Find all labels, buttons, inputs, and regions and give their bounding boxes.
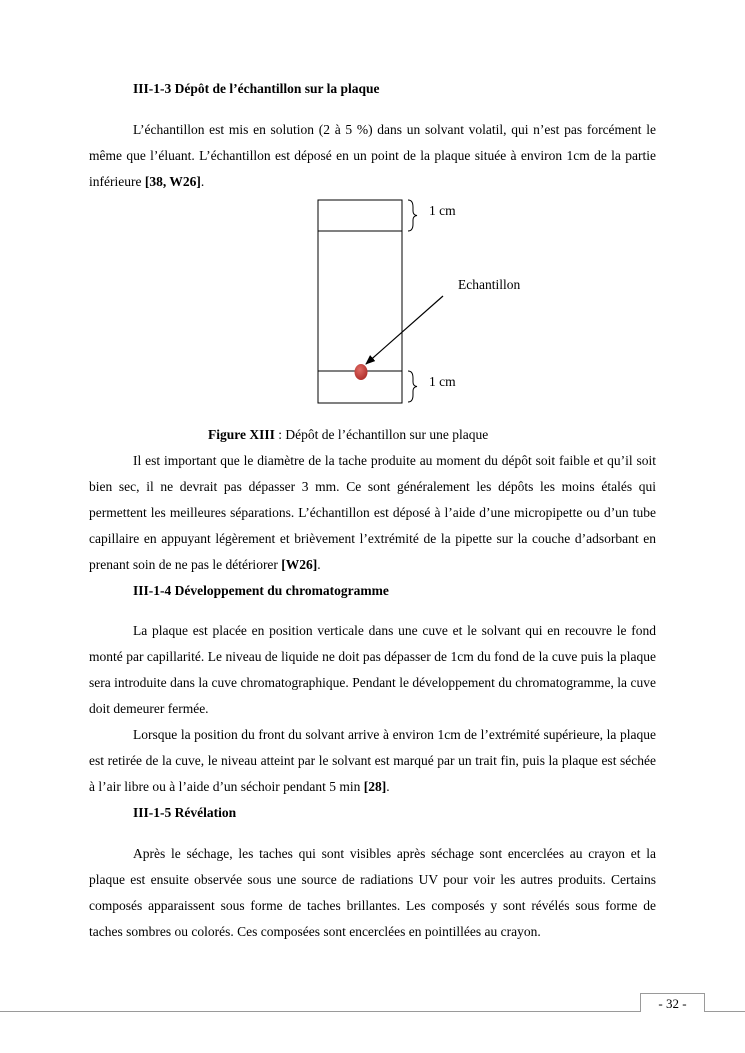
paragraph-text: L’échantillon est mis en solution (2 à 5 %) dans un solvant volatil, qui n’est pas forcément le même que l’éluant. L’échantillon est déposé en un point de la plaque située à environ 1cm de la partie inférieure	[89, 122, 656, 189]
paragraph-developpement-1: La plaque est placée en position verticale dans une cuve et le solvant qui en recouvre le fond monté par capillarité. Le niveau de liquide ne doit pas dépasser de 1cm du fond de la cuve puis la plaque sera introduite dans la cuve chromatographique. Pendant le développement du chromatogramme, la cuve doit demeurer fermée.	[89, 623, 656, 716]
caption-label: Figure XIII	[208, 427, 275, 442]
paragraph-end: .	[200, 174, 205, 189]
paragraph-text: Il est important que le diamètre de la tache produite au moment du dépôt soit faible et qu’il soit bien sec, il ne devrait pas dépasser 3 mm. Ce sont généralement les dépôts les moins étalés qui permettent les meilleures séparations. L’échantillon est déposé à l’aide d’une micropipette ou d’un tube capillaire en appuyant légèrement et brièvement l’extrémité de la pipette sur la couche d’adsorbant en prenant soin de ne pas le détériorer	[89, 453, 656, 572]
paragraph-end: .	[317, 557, 321, 572]
label-bottom-1cm: 1 cm	[429, 374, 456, 389]
paragraph-developpement-2	[89, 722, 656, 800]
paragraph-revelation: Après le séchage, les taches qui sont visibles après séchage sont encerclées au crayon et la plaque est ensuite observée sous une source de radiations UV pour voir les autres produits. Certains composés apparaissent sous forme de taches brillantes. Les composés y sont révélés sous forme de taches sombres ou colorés. Ces composées sont encerclées en pointillées au crayon.	[89, 846, 656, 939]
paragraph-depot-intro	[89, 117, 656, 195]
sample-arrow	[366, 296, 443, 364]
caption-text: : Dépôt de l’échantillon sur une plaque	[274, 427, 489, 442]
paragraph-end: .	[386, 779, 390, 794]
sample-spot	[355, 364, 368, 380]
citation-ref: [38, W26]	[144, 174, 201, 189]
bottom-brace	[408, 371, 417, 402]
label-top-1cm: 1 cm	[429, 203, 456, 218]
section-heading-revelation: III-1-5 Révélation	[133, 805, 237, 820]
section-heading-depot: III-1-3 Dépôt de l’échantillon sur la plaque	[133, 81, 380, 96]
tlc-plate-figure	[300, 190, 560, 410]
figure-caption	[208, 426, 488, 444]
citation-ref: [28]	[363, 779, 387, 794]
page-number: - 32 -	[640, 993, 705, 1012]
section-heading-developpement: III-1-4 Développement du chromatogramme	[133, 583, 389, 598]
paragraph-text: Lorsque la position du front du solvant arrive à environ 1cm de l’extrémité supérieure, la plaque est retirée de la cuve, le niveau atteint par le solvant est marqué par un trait fin, puis la plaque est séchée à l’air libre ou à l’aide d’un séchoir pendant 5 min	[89, 727, 656, 794]
label-echantillon: Echantillon	[458, 277, 521, 292]
top-brace	[408, 200, 417, 231]
footer-rule	[0, 1011, 745, 1012]
citation-ref: [W26]	[281, 557, 318, 572]
paragraph-depot-details	[89, 448, 656, 578]
